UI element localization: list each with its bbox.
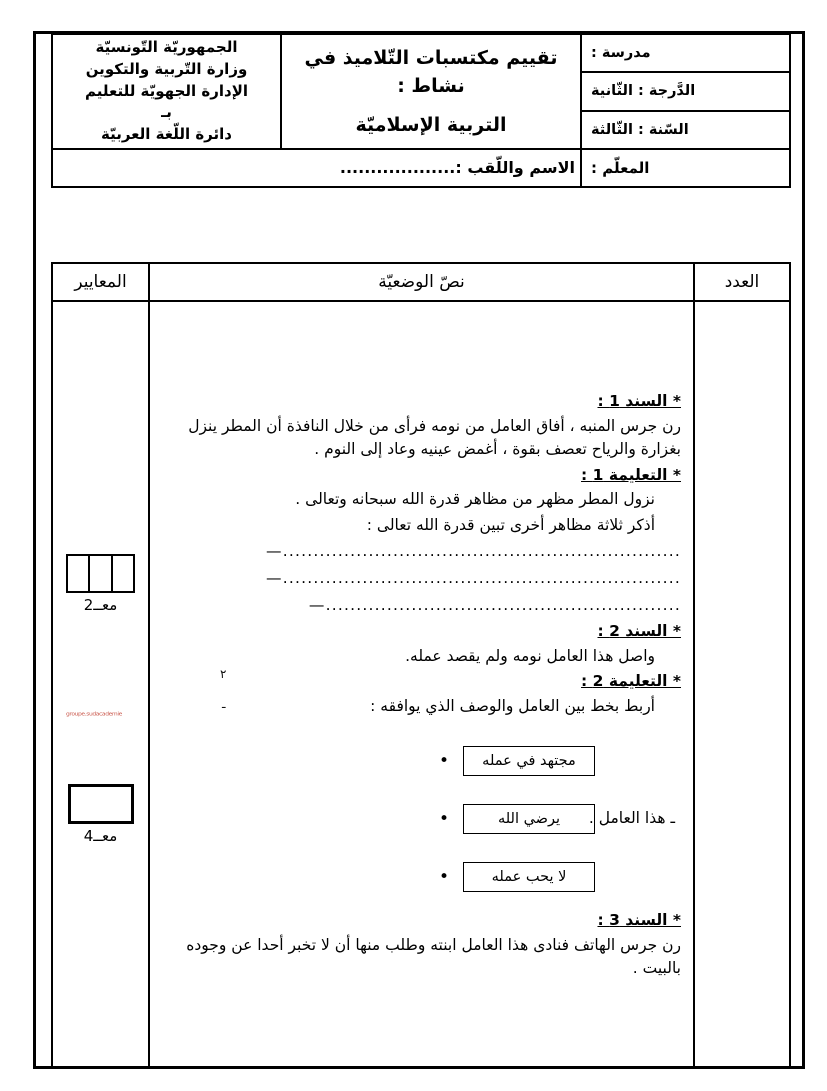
student-name-cell[interactable] (52, 149, 581, 187)
activity-title-line2: التربية الإسلاميّة (355, 113, 507, 136)
school-label: مدرسة : (591, 45, 651, 62)
teacher-cell[interactable] (581, 149, 790, 187)
teacher-label: المعلّم : (591, 158, 650, 177)
support-1-title: * السند 1 : (597, 392, 681, 411)
matching-dot-3[interactable]: • (438, 866, 449, 887)
criteria-block-1 (53, 554, 148, 614)
criteria-2-box[interactable] (68, 784, 134, 824)
criteria-1-boxes[interactable] (66, 554, 136, 593)
republic-header-cell (52, 34, 281, 149)
assessment-table (51, 262, 791, 1069)
republic-line-4: بـ (161, 103, 172, 122)
criteria-2-label: معــ4 (83, 827, 118, 845)
identification-table (51, 33, 791, 188)
republic-line-1: الجمهوريّة التّونسيّة (95, 38, 238, 56)
score-entry-column[interactable] (694, 301, 790, 1068)
answer-blank-line-1[interactable]: —................................................................. (266, 542, 681, 561)
year-label: السّنة : الثّالثة (591, 121, 689, 138)
support-2-title: * السند 2 : (597, 622, 681, 641)
answer-blank-line-3[interactable]: —.......................................................... (308, 595, 681, 614)
table-row (52, 149, 790, 187)
matching-dot-2[interactable]: • (438, 808, 449, 829)
matching-exercise (162, 732, 681, 907)
criteria-1-box[interactable] (89, 554, 112, 593)
column-header-criteria: المعايير (52, 263, 149, 301)
stray-pencil-mark-1: ٢ (220, 667, 227, 681)
watermark-artifact: groupe.sudacademie (66, 711, 122, 718)
year-cell[interactable] (581, 111, 790, 149)
answer-blank-line-2[interactable]: —................................................................. (266, 568, 681, 587)
support-2-text: واصل هذا العامل نومه ولم يقصد عمله. (405, 646, 655, 665)
criteria-block-2 (53, 784, 148, 845)
republic-line-2: وزارة التّربية والتكوين (85, 59, 248, 78)
matching-option-row (162, 732, 681, 790)
support-1-text: رن جرس المنبه ، أفاق العامل من نومه فرأى من خلال النافذة أن المطر ينزل بغزارة والرياح تعصف بقوة ، أغمض عينيه وعاد إلى النوم . (188, 416, 681, 459)
republic-line-5: دائرة اللّغة العربيّة (101, 125, 232, 143)
table-header-row (52, 263, 790, 301)
support-3-text: رن جرس الهاتف فنادى هذا العامل ابنته وطلب منها أن لا تخبر أحدا عن وجوده بالبيت . (186, 935, 681, 978)
instruction-1-line-1: نزول المطر مظهر من مظاهر قدرة الله سبحانه وتعالى . (295, 490, 655, 509)
activity-title-cell (281, 34, 581, 149)
support-3-title: * السند 3 : (597, 911, 681, 930)
school-cell[interactable] (581, 34, 790, 72)
criteria-1-label: معــ2 (83, 596, 118, 614)
instruction-1-line-2: أذكر ثلاثة مظاهر أخرى تبين قدرة الله تعالى : (366, 515, 655, 534)
matching-dot-1[interactable]: • (438, 750, 449, 771)
instruction-2-title: * التعليمة 2 : (581, 672, 681, 691)
matching-option-2[interactable]: يرضي الله (463, 804, 595, 834)
degree-label: الدَّرجة : الثّانية (591, 83, 696, 100)
student-name-label: الاسم واللّقب :................... (339, 158, 575, 178)
instruction-1-title: * التعليمة 1 : (581, 465, 681, 484)
republic-line-3: الإدارة الجهويّة للتعليم (84, 81, 249, 100)
column-header-situation-text: نصّ الوضعيّة (149, 263, 694, 301)
matching-option-row (162, 848, 681, 906)
table-body-row (52, 301, 790, 1068)
degree-cell[interactable] (581, 72, 790, 110)
stray-pencil-mark-2: ـ (222, 697, 226, 711)
matching-option-3[interactable]: لا يحب عمله (463, 862, 595, 892)
criteria-column (52, 301, 149, 1068)
matching-subject[interactable]: ـ هذا العامل . (588, 809, 675, 828)
criteria-1-box[interactable] (112, 554, 135, 593)
column-header-count: العدد (694, 263, 790, 301)
instruction-2-text: أربط بخط بين العامل والوصف الذي يوافقه : (370, 696, 655, 715)
activity-title-line1: تقييم مكتسبات التّلاميذ في نشاط : (304, 46, 558, 98)
matching-option-1[interactable]: مجتهد في عمله (463, 746, 595, 776)
criteria-1-box[interactable] (66, 554, 89, 593)
table-row (52, 34, 790, 72)
